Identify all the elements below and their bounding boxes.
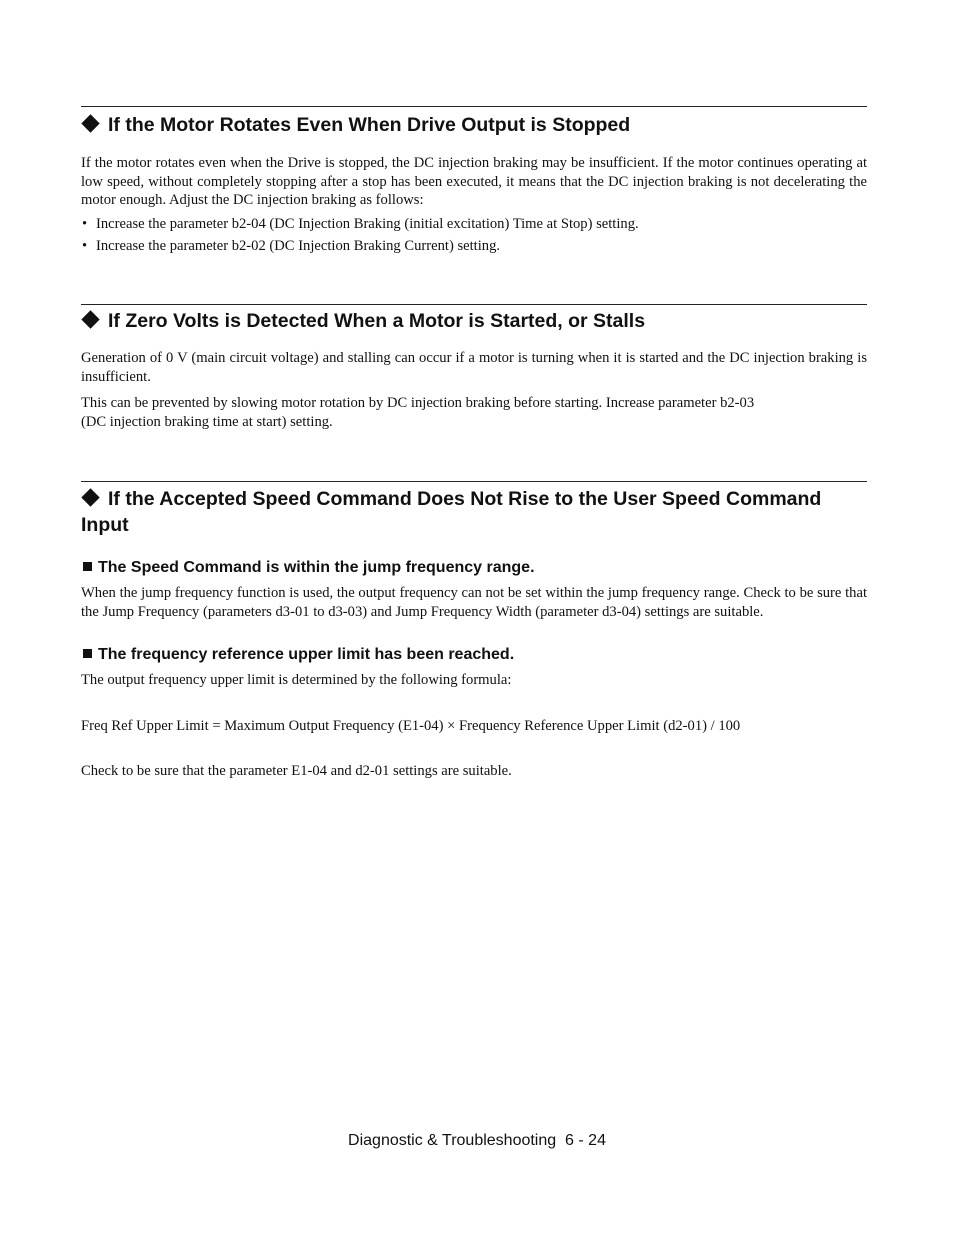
- subsection-paragraph: When the jump frequency function is used, the output frequency can not be set within the jump frequency range. Check to be sure that the Jump Frequency (parameters d3-01 to d3-03) and Jump Frequency Width (parameter d3-04) settings are suitable.: [81, 585, 867, 620]
- square-bullet-icon: [83, 562, 92, 571]
- section-motor-rotates: [81, 106, 867, 256]
- section-heading-text: If the Accepted Speed Command Does Not Rise to the User Speed Command Input: [81, 488, 822, 536]
- bullet-dot: •: [82, 215, 88, 232]
- subsection-heading-text: The Speed Command is within the jump frequency range.: [98, 559, 535, 576]
- bullet-text: Increase the parameter b2-02 (DC Injection Braking Current) setting.: [96, 238, 501, 254]
- section-paragraph: If the motor rotates even when the Drive is stopped, the DC injection braking may be insufficient. If the motor continues operating at low speed, without completely stopping after a stop has been executed, it means that the DC injection braking is not decelerating the motor enough. Adjust the DC injection braking as follows:: [81, 155, 867, 208]
- bullet-item: [81, 215, 867, 234]
- section-heading-text: If Zero Volts is Detected When a Motor is Started, or Stalls: [108, 310, 646, 332]
- bullet-text: Increase the parameter b2-04 (DC Injection Braking (initial excitation) Time at Stop) setting.: [96, 215, 639, 232]
- section-rule: [81, 481, 867, 482]
- subsection-heading-text: The frequency reference upper limit has been reached.: [98, 646, 515, 663]
- diamond-bullet-icon: [81, 310, 99, 328]
- section-heading-text: If the Motor Rotates Even When Drive Output is Stopped: [108, 114, 631, 136]
- page-footer: Diagnostic & Troubleshooting 6 - 24: [348, 1132, 606, 1149]
- section-heading: [81, 486, 867, 538]
- section-rule: [81, 304, 867, 305]
- section-paragraph: [81, 394, 867, 431]
- subsection-heading: [81, 558, 867, 578]
- subsection-heading: [81, 645, 867, 665]
- subsection-paragraph: The output frequency upper limit is determined by the following formula:: [81, 672, 512, 688]
- diamond-bullet-icon: [81, 114, 99, 132]
- section-heading: [81, 308, 867, 334]
- section-speed-command: [81, 481, 867, 781]
- bullet-dot: •: [82, 238, 88, 254]
- paragraph-line: (DC injection braking time at start) setting.: [81, 413, 333, 430]
- bullet-item: [81, 237, 867, 256]
- diamond-bullet-icon: [81, 488, 99, 506]
- section-rule: [81, 106, 867, 107]
- square-bullet-icon: [83, 649, 92, 658]
- subsection-paragraph: Check to be sure that the parameter E1-04 and d2-01 settings are suitable.: [81, 763, 512, 779]
- paragraph-line: This can be prevented by slowing motor rotation by DC injection braking before starting. Increase parameter b2-03: [81, 395, 755, 411]
- section-zero-volts: [81, 304, 867, 431]
- section-heading: [81, 112, 867, 138]
- bullet-list: [81, 215, 867, 256]
- formula: Freq Ref Upper Limit = Maximum Output Frequency (E1-04) × Frequency Reference Upper Limit (d2-01) / 100: [81, 717, 741, 734]
- section-paragraph: Generation of 0 V (main circuit voltage) and stalling can occur if a motor is turning when it is started and the DC injection braking is insufficient.: [81, 350, 867, 385]
